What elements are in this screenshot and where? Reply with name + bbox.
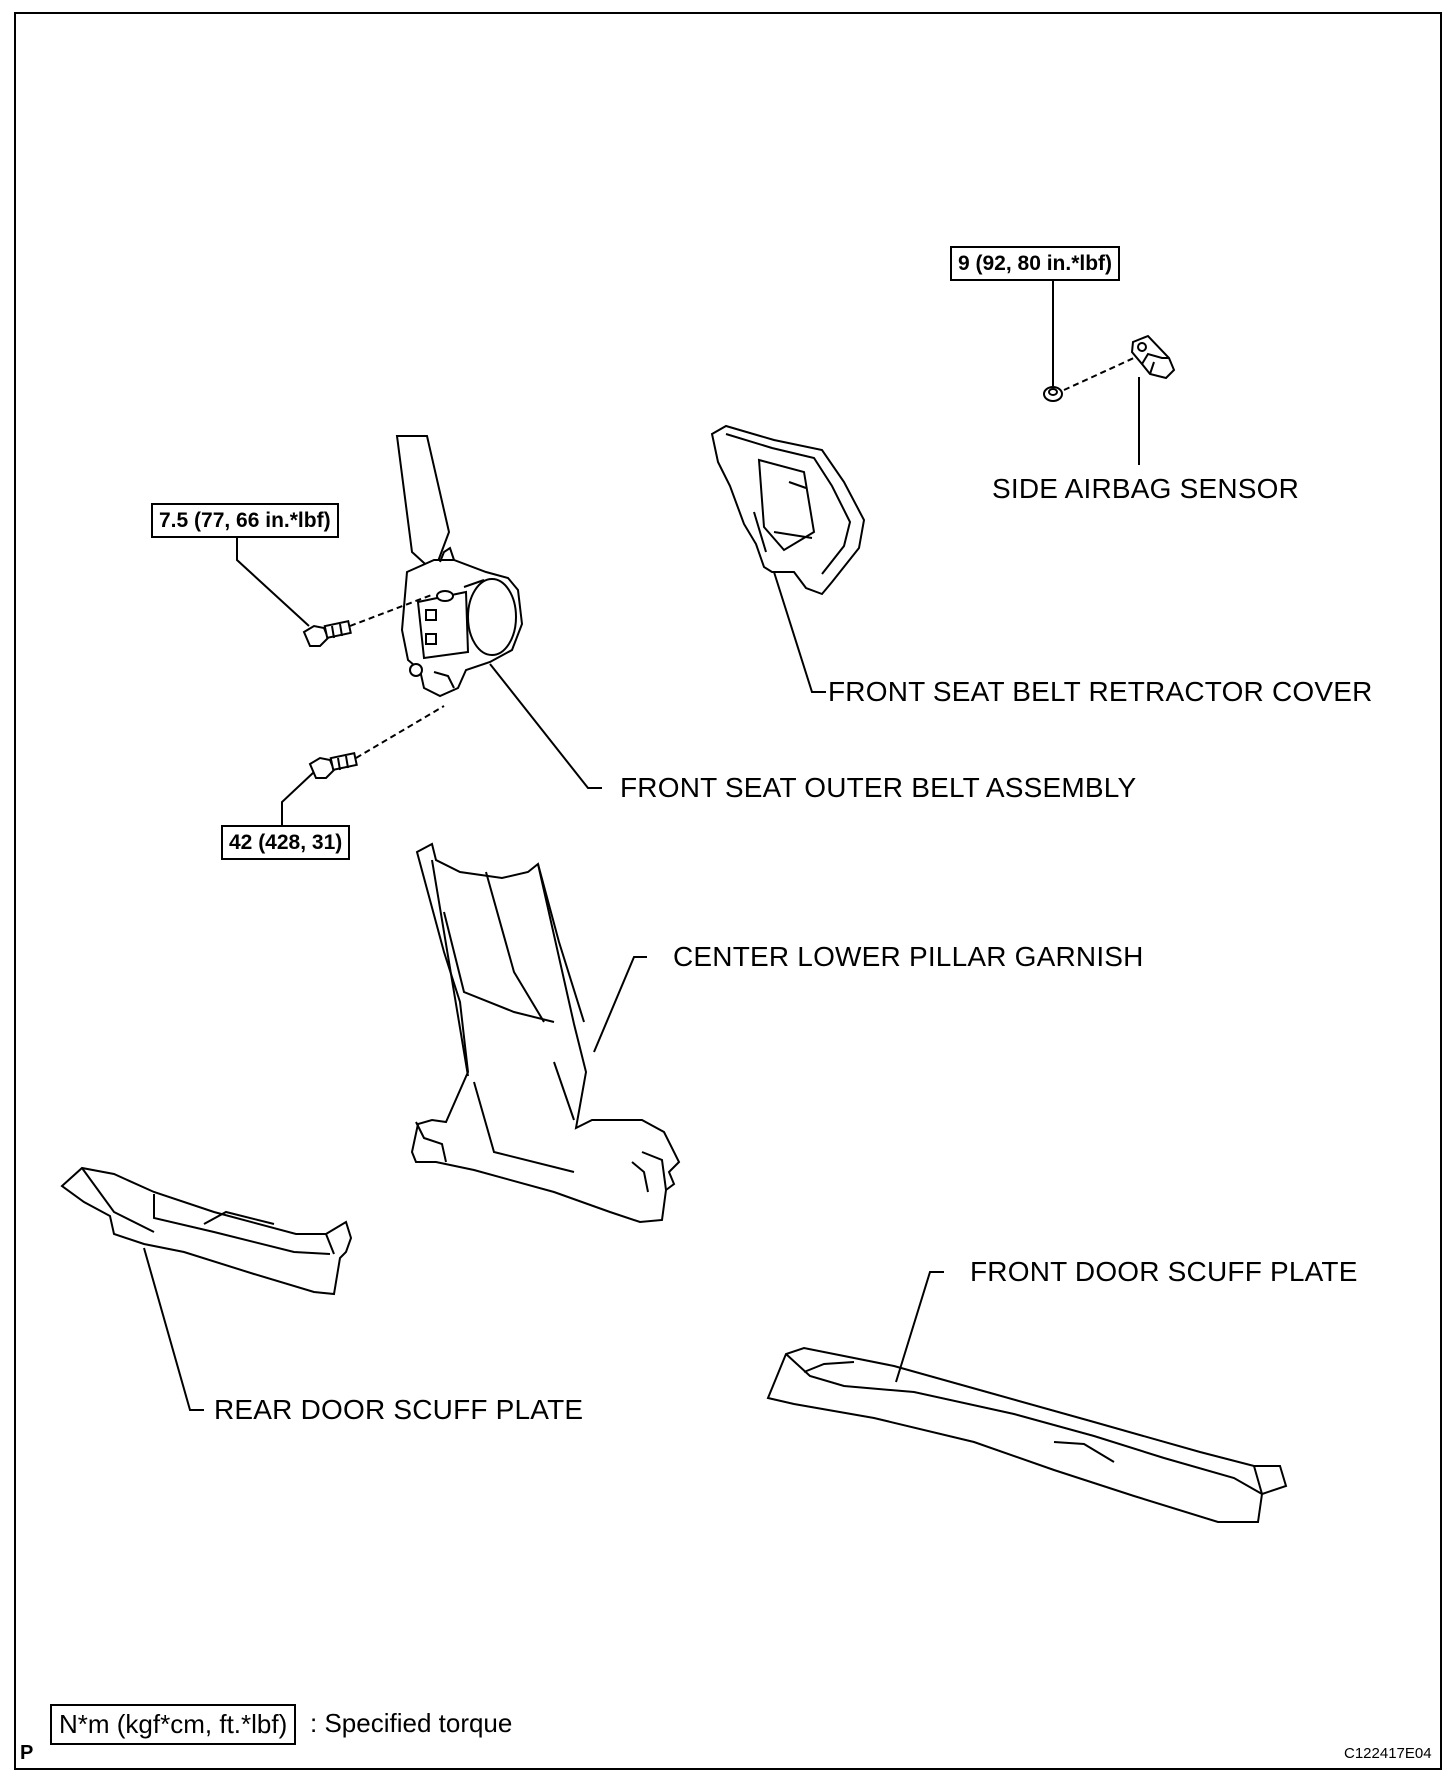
front-door-scuff-plate-part — [768, 1348, 1286, 1522]
side-airbag-sensor-part — [1132, 336, 1174, 378]
belt-upper-bolt — [304, 621, 351, 646]
outer-belt-retractor-part — [402, 548, 522, 696]
center-lower-pillar-garnish-part — [412, 844, 679, 1222]
diagram-drawing — [14, 12, 1442, 1770]
figure-id: C122417E04 — [1344, 1745, 1432, 1762]
airbag-sensor-nut — [1044, 387, 1062, 401]
torque-spec-airbag-sensor-nut: 9 (92, 80 in.*lbf) — [950, 246, 1120, 281]
seat-belt-webbing — [397, 436, 449, 572]
corner-mark: P — [20, 1742, 34, 1764]
diagram-frame — [14, 12, 1442, 1770]
retractor-cover-label: FRONT SEAT BELT RETRACTOR COVER — [828, 676, 1373, 707]
torque-spec-belt-lower-bolt: 42 (428, 31) — [221, 825, 350, 860]
torque-legend-units-box: N*m (kgf*cm, ft.*lbf) — [50, 1704, 296, 1745]
torque-legend-text: : Specified torque — [310, 1708, 513, 1738]
center-lower-pillar-garnish-label: CENTER LOWER PILLAR GARNISH — [673, 941, 1144, 972]
side-airbag-sensor-label: SIDE AIRBAG SENSOR — [992, 473, 1300, 504]
retractor-cover-part — [712, 426, 864, 594]
torque-spec-belt-upper-bolt: 7.5 (77, 66 in.*lbf) — [151, 503, 339, 538]
rear-door-scuff-plate-part — [62, 1168, 351, 1294]
front-door-scuff-plate-label: FRONT DOOR SCUFF PLATE — [970, 1256, 1358, 1287]
belt-lower-bolt — [310, 753, 357, 778]
outer-belt-assembly-label: FRONT SEAT OUTER BELT ASSEMBLY — [620, 772, 1137, 803]
rear-door-scuff-plate-label: REAR DOOR SCUFF PLATE — [214, 1394, 584, 1425]
